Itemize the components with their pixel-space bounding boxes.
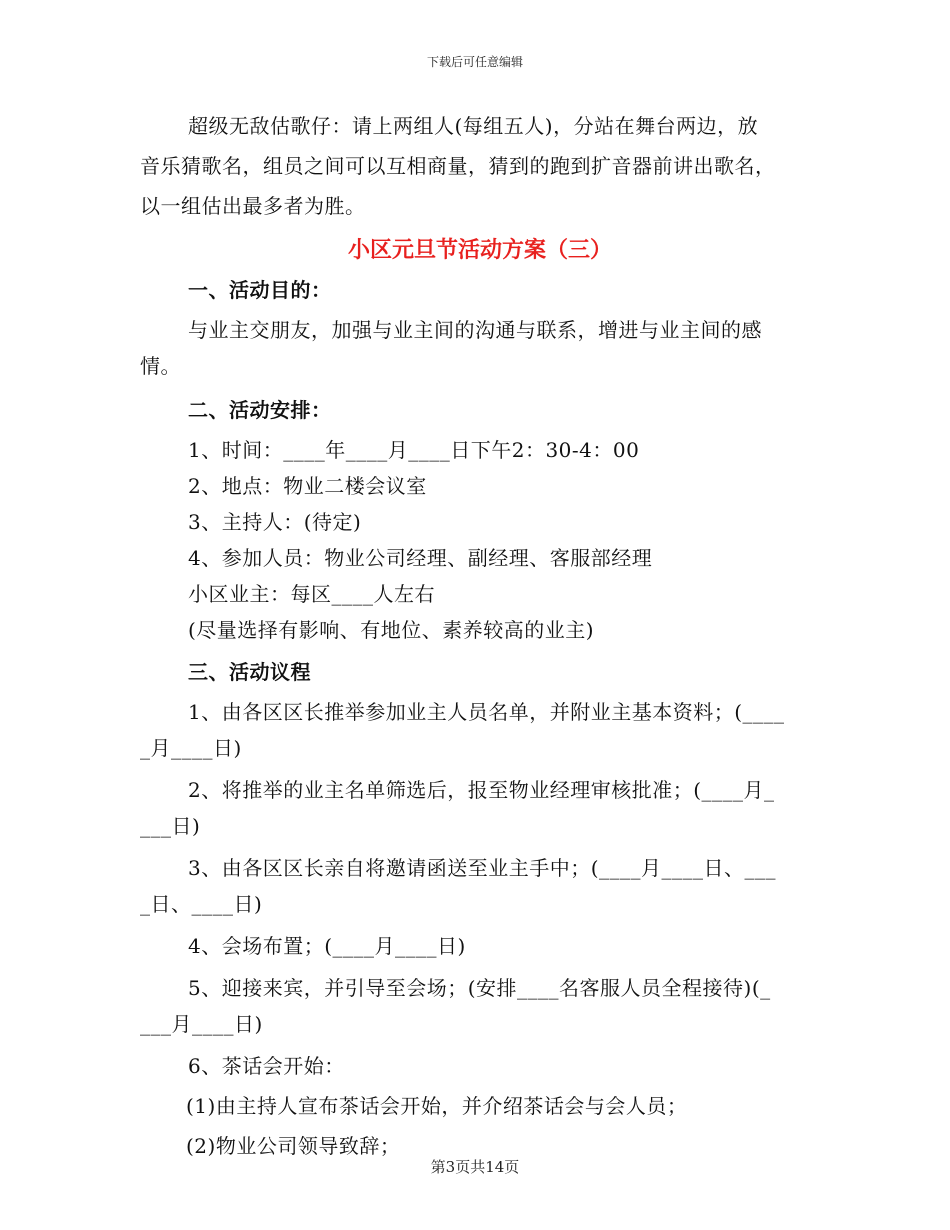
intro-line-2: 音乐猜歌名，组员之间可以互相商量，猜到的跑到扩音器前讲出歌名， xyxy=(140,154,776,178)
agenda-item-2-line-2: ___日) xyxy=(140,814,201,838)
document-body xyxy=(140,108,820,1164)
agenda-subitem-1: (1)由主持人宣布茶话会开始，并介绍茶话会与会人员； xyxy=(186,1094,688,1118)
section2-item-time: 1、时间：____年____月____日下午2：30-4：00 xyxy=(188,438,640,462)
section2-item-host: 3、主持人：(待定) xyxy=(188,510,362,534)
agenda-item-5-line-2: ___月____日) xyxy=(140,1012,263,1036)
intro-line-1: 超级无敌估歌仔：请上两组人(每组五人)，分站在舞台两边，放 xyxy=(188,114,759,138)
page-footer: 第3页共14页 xyxy=(430,1158,520,1176)
agenda-item-3-line-1: 3、由各区区长亲自将邀请函送至业主手中；(____月____日、___ xyxy=(188,856,777,880)
agenda-item-1-line-1: 1、由各区区长推举参加业主人员名单，并附业主基本资料；(____ xyxy=(188,700,785,724)
agenda-item-3-line-2: _日、____日) xyxy=(140,892,263,916)
section2-item-owners: 小区业主：每区____人左右 xyxy=(188,582,435,606)
section2-item-attendees: 4、参加人员：物业公司经理、副经理、客服部经理 xyxy=(188,546,653,570)
intro-line-3: 以一组估出最多者为胜。 xyxy=(140,194,366,218)
section2-item-note: (尽量选择有影响、有地位、素养较高的业主) xyxy=(188,618,595,642)
section1-line-2: 情。 xyxy=(140,354,181,378)
agenda-item-1-line-2: _月____日) xyxy=(140,736,242,760)
agenda-subitem-2: (2)物业公司领导致辞； xyxy=(186,1134,401,1158)
section1-heading: 一、活动目的： xyxy=(188,278,332,302)
agenda-item-6: 6、茶话会开始： xyxy=(188,1054,345,1078)
document-title: 小区元旦节活动方案（三） xyxy=(347,237,612,263)
page-header: 下载后可任意编辑 xyxy=(426,55,523,69)
section3-heading: 三、活动议程 xyxy=(188,660,311,684)
agenda-item-2-line-1: 2、将推举的业主名单筛选后，报至物业经理审核批准；(____月_ xyxy=(188,778,775,802)
section2-heading: 二、活动安排： xyxy=(188,398,332,422)
section1-line-1: 与业主交朋友，加强与业主间的沟通与联系，增进与业主间的感 xyxy=(188,318,762,342)
agenda-item-5-line-1: 5、迎接来宾，并引导至会场；(安排____名客服人员全程接待)(_ xyxy=(188,976,771,1000)
section2-item-place: 2、地点：物业二楼会议室 xyxy=(188,474,427,498)
agenda-item-4: 4、会场布置；(____月____日) xyxy=(188,934,466,958)
